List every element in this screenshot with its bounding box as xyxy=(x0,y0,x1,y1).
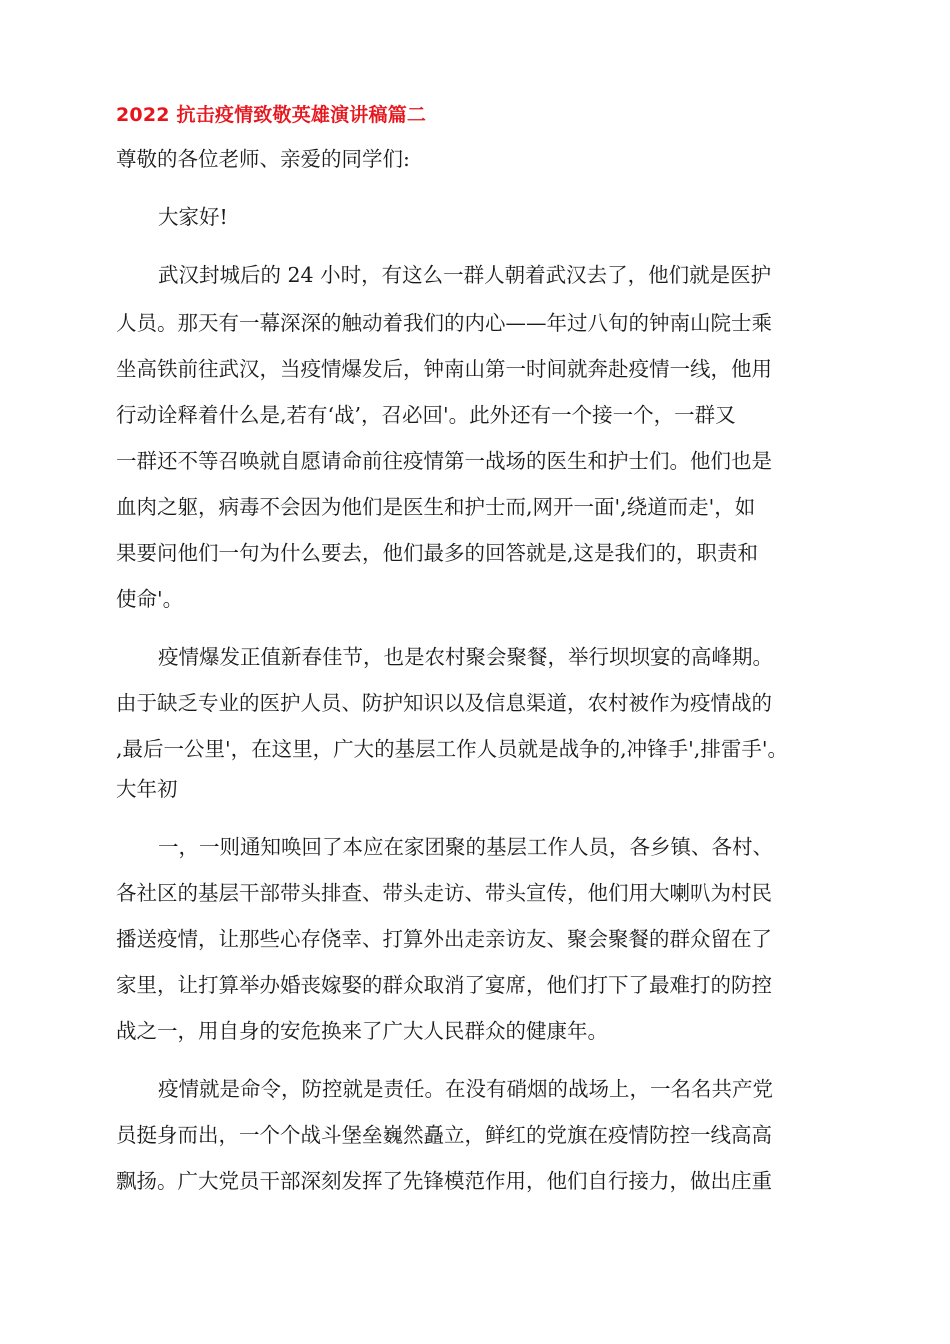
paragraph-line: 疫情爆发正值新春佳节，也是农村聚会聚餐，举行坝坝宴的高峰期。 xyxy=(158,645,773,669)
document-title: 2022 抗击疫情致敬英雄演讲稿篇二 xyxy=(116,104,427,126)
paragraph-line: 疫情就是命令，防控就是责任。在没有硝烟的战场上，一名名共产党 xyxy=(158,1077,773,1101)
paragraph-line: 血肉之躯，病毒不会因为他们是医生和护士而,网开一面',绕道而走'，如 xyxy=(116,495,756,519)
paragraph-line: 一，一则通知唤回了本应在家团聚的基层工作人员，各乡镇、各村、 xyxy=(158,835,773,859)
paragraph-line: ,最后一公里'，在这里，广大的基层工作人员就是战争的,冲锋手',排雷手'。 xyxy=(116,737,788,761)
paragraph-line: 战之一，用自身的安危换来了广大人民群众的健康年。 xyxy=(116,1019,608,1043)
paragraph-line: 武汉封城后的 24 小时，有这么一群人朝着武汉去了，他们就是医护 xyxy=(158,263,772,287)
paragraph-line: 大年初 xyxy=(116,777,178,801)
paragraph-line: 飘扬。广大党员干部深刻发挥了先锋模范作用，他们自行接力，做出庄重 xyxy=(116,1169,772,1193)
paragraph-line: 各社区的基层干部带头排查、带头走访、带头宣传，他们用大喇叭为村民 xyxy=(116,881,772,905)
paragraph-line: 使命'。 xyxy=(116,587,184,611)
paragraph-line: 坐高铁前往武汉，当疫情爆发后，钟南山第一时间就奔赴疫情一线，他用 xyxy=(116,357,772,381)
paragraph-line: 播送疫情，让那些心存侥幸、打算外出走亲访友、聚会聚餐的群众留在了 xyxy=(116,927,772,951)
paragraph-line: 人员。那天有一幕深深的触动着我们的内心——年过八旬的钟南山院士乘 xyxy=(116,311,772,335)
paragraph-line: 家里，让打算举办婚丧嫁娶的群众取消了宴席，他们打下了最难打的防控 xyxy=(116,973,772,997)
paragraph-line: 果要问他们一句为什么要去，他们最多的回答就是,这是我们的，职责和 xyxy=(116,541,759,565)
paragraph-line: 一群还不等召唤就自愿请命前往疫情第一战场的医生和护士们。他们也是 xyxy=(116,449,772,473)
salutation: 尊敬的各位老师、亲爱的同学们: xyxy=(116,147,410,171)
paragraph-line: 由于缺乏专业的医护人员、防护知识以及信息渠道，农村被作为疫情战的 xyxy=(116,691,772,715)
paragraph-line: 行动诠释着什么是,若有‘战’，召必回'。此外还有一个接一个，一群又 xyxy=(116,403,736,427)
paragraph-line: 员挺身而出，一个个战斗堡垒巍然矗立，鲜红的党旗在疫情防控一线高高 xyxy=(116,1123,772,1147)
greeting: 大家好! xyxy=(158,205,228,229)
